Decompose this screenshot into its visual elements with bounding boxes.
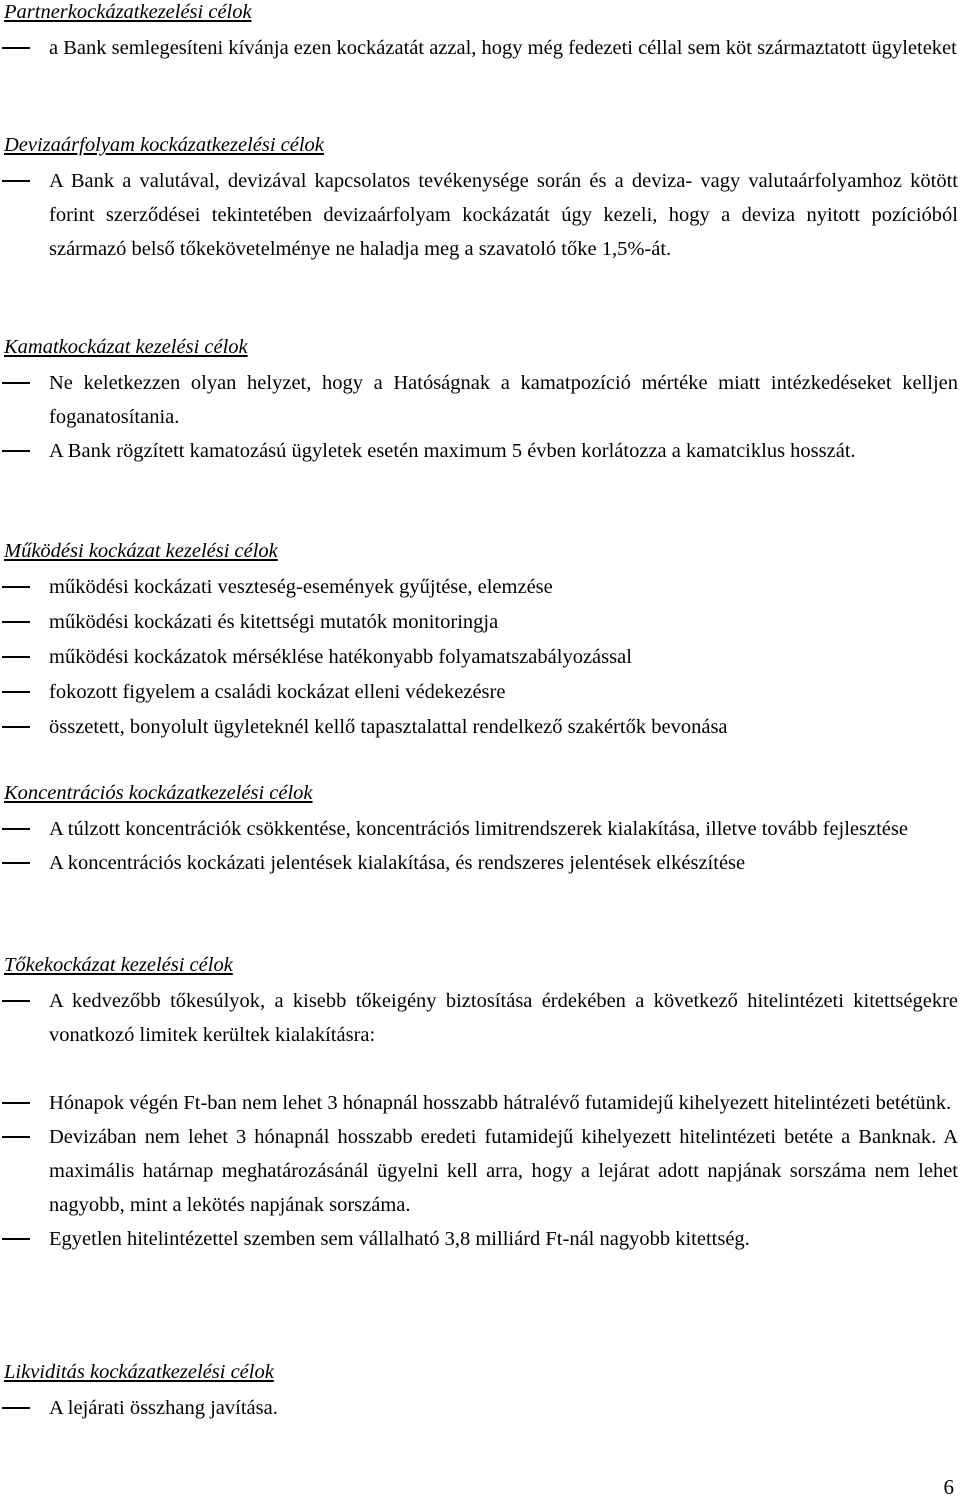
list-item (0, 640, 958, 674)
list-item-text: A Bank a valutával, devizával kapcsolatos tevékenysége során és a deviza- vagy valutaárfolyamhoz kötött forint szerződései tekintetében devizaárfolyam kockázatát úgy kezeli, hogy a deviza nyitott pozícióból származó belső tőkekövetelménye ne haladja meg a szavatoló tőke 1,5%-át. (49, 170, 958, 260)
section-concentration-risk (0, 776, 958, 880)
dash-bullet-icon (2, 450, 30, 452)
list-item-text: működési kockázatok mérséklése hatékonyabb folyamatszabályozással (49, 646, 632, 668)
list-item-text: Devizában nem lehet 3 hónapnál hosszabb eredeti futamidejű kihelyezett hitelintézeti betéte a Banknak. A maximális határnap meghatározásánál ügyelni kell arra, hogy a lejárat adott napjának sorszáma nem lehet nagyobb, mint a lekötés napjának sorszáma. (49, 1126, 958, 1216)
section-heading: Likviditás kockázatkezelési célok (4, 1361, 274, 1383)
section-interest-risk (0, 330, 958, 468)
list-item-text: működési kockázati és kitettségi mutatók monitoringja (49, 611, 499, 633)
list-item (0, 31, 958, 65)
page-number: 6 (943, 1475, 954, 1499)
list-item (0, 846, 958, 880)
dash-bullet-icon (2, 586, 30, 588)
bullet-list (0, 366, 958, 468)
list-item (0, 164, 958, 266)
list-item (0, 1086, 958, 1120)
section-liquidity-risk (0, 1355, 958, 1425)
section-heading: Devizaárfolyam kockázatkezelési célok (4, 134, 324, 156)
dash-bullet-icon (2, 656, 30, 658)
section-fx-risk (0, 128, 958, 266)
list-item (0, 1120, 958, 1222)
list-item-text: A lejárati összhang javítása. (49, 1397, 278, 1419)
list-item (0, 710, 958, 744)
section-operational-risk (0, 534, 958, 744)
bullet-list (0, 570, 958, 744)
list-item-text: A kedvezőbb tőkesúlyok, a kisebb tőkeigény biztosítása érdekében a következő hitelintézeti kitettségekre vonatkozó limitek kerültek kialakításra: (49, 990, 958, 1046)
dash-bullet-icon (2, 47, 30, 49)
dash-bullet-icon (2, 180, 30, 182)
dash-bullet-icon (2, 382, 30, 384)
bullet-list (0, 164, 958, 266)
list-item (0, 605, 958, 639)
list-item-text: a Bank semlegesíteni kívánja ezen kockázatát azzal, hogy még fedezeti céllal sem köt származtatott ügyleteket (49, 37, 957, 59)
bullet-list (0, 1391, 958, 1425)
dash-bullet-icon (2, 1000, 30, 1002)
section-heading: Partnerkockázatkezelési célok (4, 1, 252, 23)
list-item-text: A koncentrációs kockázati jelentések kialakítása, és rendszeres jelentések elkészítése (49, 852, 746, 874)
section-partner-risk (0, 0, 958, 65)
list-item (0, 366, 958, 434)
list-item (0, 570, 958, 604)
list-item-text: összetett, bonyolult ügyleteknél kellő tapasztalattal rendelkező szakértők bevonása (49, 716, 728, 738)
dash-bullet-icon (2, 1238, 30, 1240)
list-item-text: Egyetlen hitelintézettel szemben sem vállalható 3,8 milliárd Ft-nál nagyobb kitettség. (49, 1228, 750, 1250)
list-item (0, 812, 958, 846)
dash-bullet-icon (2, 1407, 30, 1409)
dash-bullet-icon (2, 621, 30, 623)
list-item-text: Ne keletkezzen olyan helyzet, hogy a Hatóságnak a kamatpozíció mértéke miatt intézkedéseket kelljen foganatosítania. (49, 372, 958, 428)
dash-bullet-icon (2, 828, 30, 830)
list-item (0, 1391, 958, 1425)
section-heading: Koncentrációs kockázatkezelési célok (4, 782, 313, 804)
list-item-text: A túlzott koncentrációk csökkentése, koncentrációs limitrendszerek kialakítása, illetve tovább fejlesztése (49, 818, 908, 840)
list-item (0, 434, 958, 468)
dash-bullet-icon (2, 691, 30, 693)
section-heading: Kamatkockázat kezelési célok (4, 336, 248, 358)
list-item-text: fokozott figyelem a családi kockázat elleni védekezésre (49, 681, 506, 703)
dash-bullet-icon (2, 1136, 30, 1138)
list-item-text: Hónapok végén Ft-ban nem lehet 3 hónapnál hosszabb hátralévő futamidejű kihelyezett hitelintézeti betétünk. (49, 1092, 952, 1114)
bullet-list (0, 984, 958, 1256)
list-item-text: működési kockázati veszteség-események gyűjtése, elemzése (49, 576, 553, 598)
dash-bullet-icon (2, 726, 30, 728)
section-heading: Működési kockázat kezelési célok (4, 540, 278, 562)
list-item-text: A Bank rögzített kamatozású ügyletek esetén maximum 5 évben korlátozza a kamatciklus hosszát. (49, 440, 856, 462)
section-capital-risk (0, 948, 958, 1256)
list-item (0, 1222, 958, 1256)
list-item (0, 675, 958, 709)
list-item (0, 984, 958, 1052)
bullet-list (0, 812, 958, 880)
dash-bullet-icon (2, 862, 30, 864)
bullet-list (0, 31, 958, 65)
section-heading: Tőkekockázat kezelési célok (4, 954, 233, 976)
dash-bullet-icon (2, 1102, 30, 1104)
